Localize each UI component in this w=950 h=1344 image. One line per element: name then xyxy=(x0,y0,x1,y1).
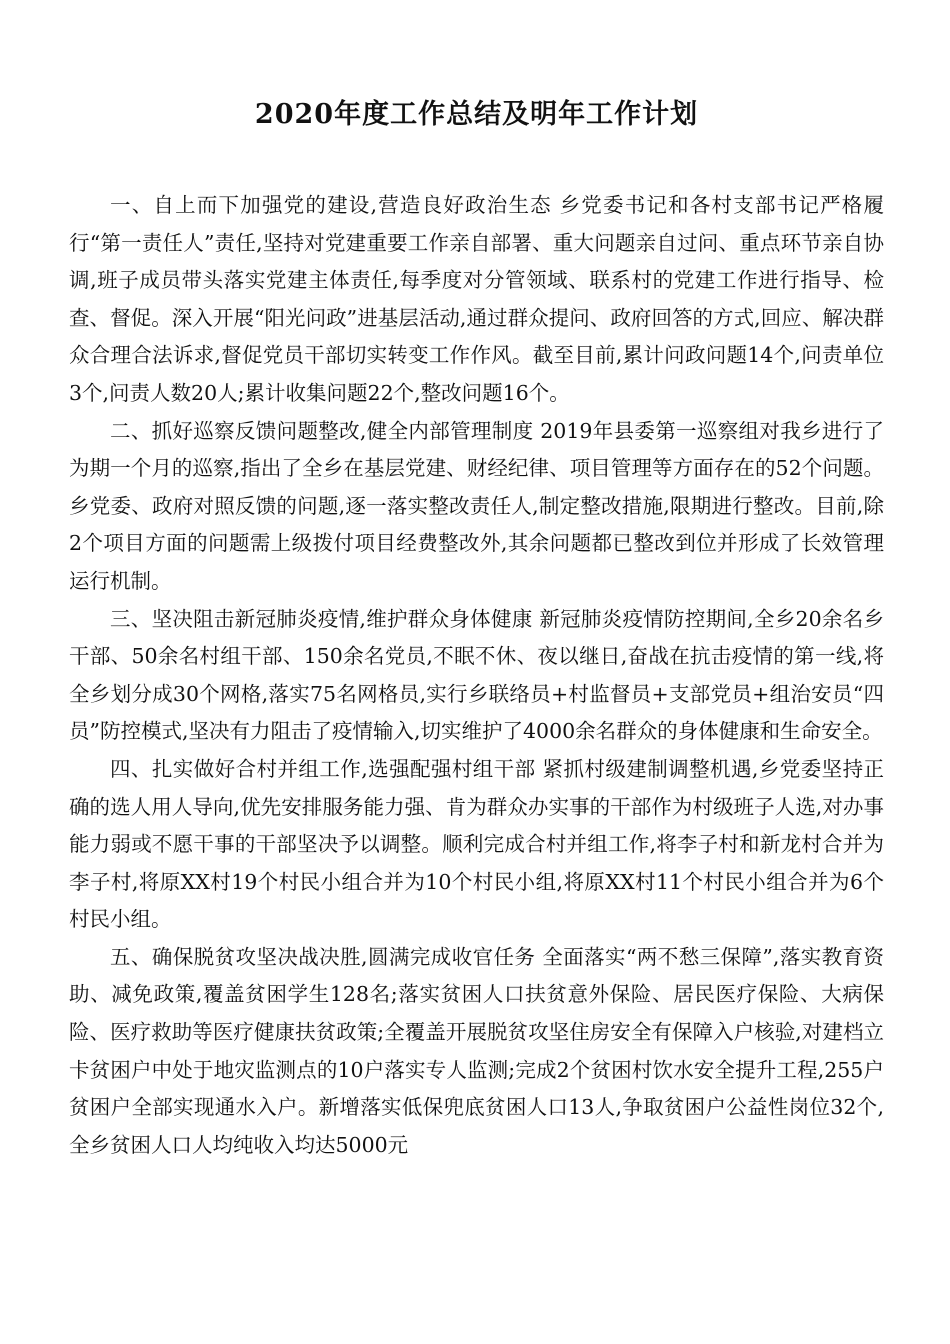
paragraph-3: 三、坚决阻击新冠肺炎疫情,维护群众身体健康 新冠肺炎疫情防控期间,全乡20余名乡干部、50余名村组干部、150余名党员,不眠不休、夜以继日,奋战在抗击疫情的第一线,将全乡划分成30个网格,落实75名网格员,实行乡联络员+村监督员+支部党员+组治安员“四员”防控模式,坚决有力阻击了疫情输入,切实维护了4000余名群众的身体健康和生命安全。 xyxy=(69,606,884,744)
paragraph-1: 一、自上而下加强党的建设,营造良好政治生态 乡党委书记和各村支部书记严格履行“第一责任人”责任,坚持对党建重要工作亲自部署、重大问题亲自过问、重点环节亲自协调,班子成员带头落实党建主体责任,每季度对分管领域、联系村的党建工作进行指导、检查、督促。深入开展“阳光问政”进基层活动,通过群众提问、政府回答的方式,回应、解决群众合理合法诉求,督促党员干部切实转变工作作风。截至目前,累计问政问题14个,问责单位3个,问责人数20人;累计收集问题22个,整改问题16个。 xyxy=(69,193,884,405)
paragraph-4: 四、扎实做好合村并组工作,选强配强村组干部 紧抓村级建制调整机遇,乡党委坚持正确的选人用人导向,优先安排服务能力强、肯为群众办实事的干部作为村级班子人选,对办事能力弱或不愿干事的干部坚决予以调整。顺利完成合村并组工作,将李子村和新龙村合并为李子村,将原XX村19个村民小组合并为10个村民小组,将原XX村11个村民小组合并为6个村民小组。 xyxy=(69,756,884,932)
paragraph-2: 二、抓好巡察反馈问题整改,健全内部管理制度 2019年县委第一巡察组对我乡进行了为期一个月的巡察,指出了全乡在基层党建、财经纪律、项目管理等方面存在的52个问题。乡党委、政府对照反馈的问题,逐一落实整改责任人,制定整改措施,限期进行整改。目前,除2个项目方面的问题需上级拨付项目经费整改外,其余问题都已整改到位并形成了长效管理运行机制。 xyxy=(69,418,884,593)
document-page xyxy=(69,95,884,1164)
document-title: 2020年度工作总结及明年工作计划 xyxy=(254,99,699,130)
paragraph-5: 五、确保脱贫攻坚决战决胜,圆满完成收官任务 全面落实“两不愁三保障”,落实教育资助、减免政策,覆盖贫困学生128名;落实贫困人口扶贫意外保险、居民医疗保险、大病保险、医疗救助等医疗健康扶贫政策;全覆盖开展脱贫攻坚住房安全有保障入户核验,对建档立卡贫困户中处于地灾监测点的10户落实专人监测;完成2个贫困村饮水安全提升工程,255户贫困户全部实现通水入户。新增落实低保兜底贫困人口13人,争取贫困户公益性岗位32个,全乡贫困人口人均纯收入均达5000元 xyxy=(69,944,884,1157)
